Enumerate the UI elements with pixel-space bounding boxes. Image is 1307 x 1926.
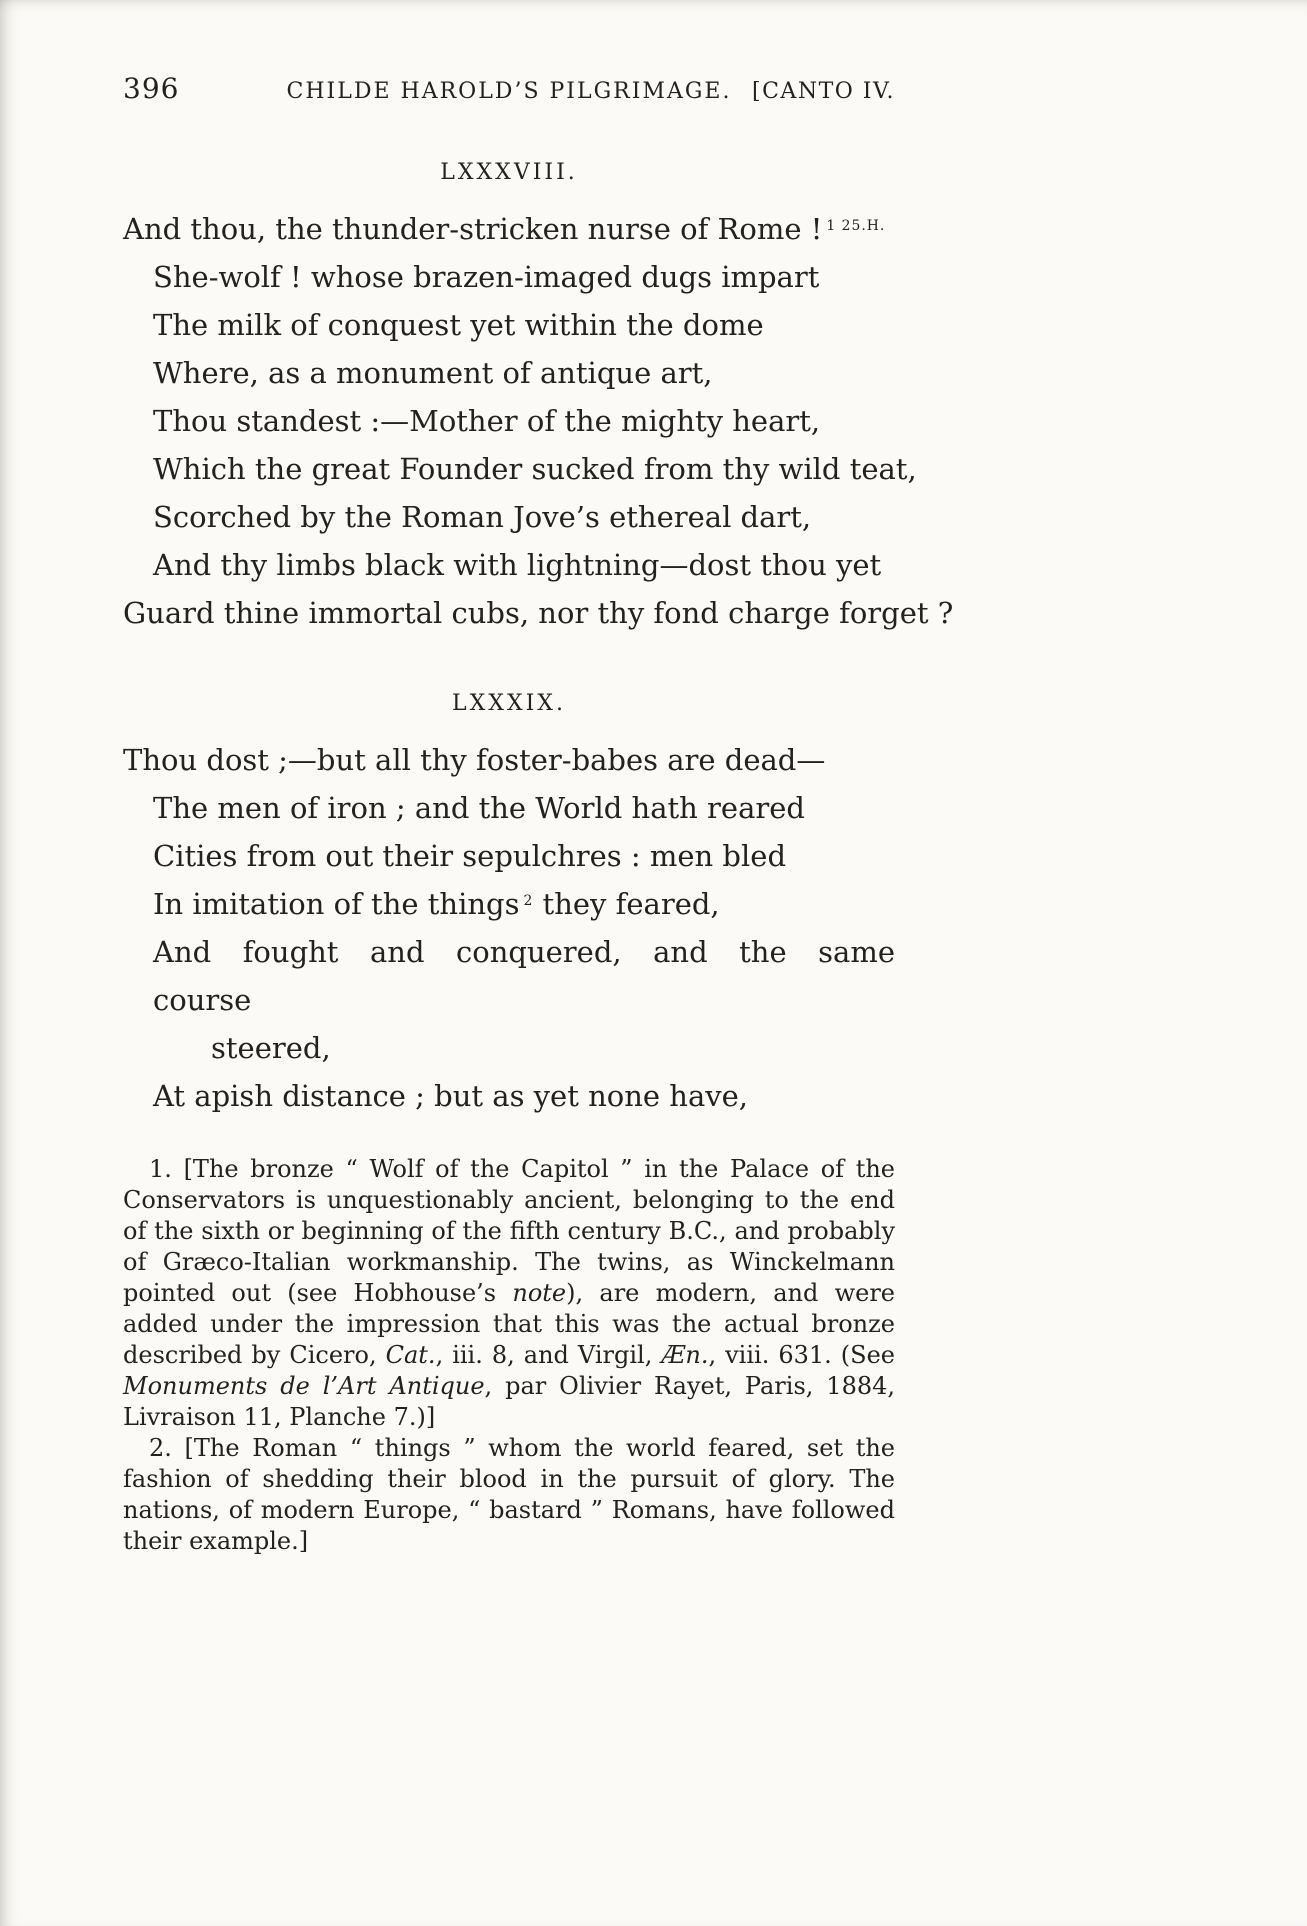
poem-line xyxy=(123,445,917,493)
text-segment: Thou standest :—Mother of the mighty heart, xyxy=(153,404,821,438)
text-segment: note xyxy=(512,1279,567,1307)
text-segment: , viii. 631. (See xyxy=(708,1341,896,1369)
poem-line xyxy=(123,397,895,445)
text-segment: Æn. xyxy=(661,1341,709,1369)
text-segment: 1. [The bronze “ Wolf of the Capitol ” in the Palace of the Conservators is unquestionably ancient, belonging to the end of the sixth or beginning of the fifth century B.C., and probably of Græco-Italian workmanship. The twins, as Winckelmann pointed out (see Hobhouse’s xyxy=(123,1155,895,1307)
poem-body xyxy=(123,160,954,1120)
text-segment: Cities from out their sepulchres : men bled xyxy=(153,839,787,873)
text-segment: In imitation of the things xyxy=(153,887,520,921)
text-segment: Monuments de l’Art Antique xyxy=(123,1372,485,1400)
stanza xyxy=(123,691,895,1120)
stanza-heading: LXXXVIII. xyxy=(440,160,578,185)
footnote-reference: 1 25.H. xyxy=(826,217,886,234)
poem-line xyxy=(123,1024,895,1072)
text-segment: The milk of conquest yet within the dome xyxy=(153,308,764,342)
poem-line xyxy=(123,784,895,832)
canto-label: [CANTO IV. xyxy=(752,79,895,104)
text-segment: ), are modern, and were added under the impression that this was the actual bronze described by Cicero, xyxy=(123,1279,895,1369)
poem-line xyxy=(123,832,895,880)
text-segment: Where, as a monument of antique art, xyxy=(153,356,713,390)
text-segment: And fought and conquered, and the same course xyxy=(153,935,895,1017)
footnote-reference: 2 xyxy=(523,892,534,909)
poem-line xyxy=(123,349,895,397)
text-segment: She-wolf ! whose brazen-imaged dugs impart xyxy=(153,260,820,294)
poem-line xyxy=(123,205,895,253)
poem-line xyxy=(123,541,895,589)
poem-line xyxy=(123,928,895,1024)
poem-line xyxy=(123,493,895,541)
poem-line xyxy=(123,253,895,301)
footnote xyxy=(123,1433,895,1557)
text-segment: Cat. xyxy=(385,1341,436,1369)
text-segment: The men of iron ; and the World hath reared xyxy=(153,791,805,825)
text-segment: steered, xyxy=(211,1031,331,1065)
footnotes-section xyxy=(123,1154,895,1557)
page-content xyxy=(123,72,954,1557)
poem-line xyxy=(123,1072,895,1120)
text-segment: , iii. 8, and Virgil, xyxy=(435,1341,662,1369)
text-segment: they feared, xyxy=(533,887,720,921)
running-header xyxy=(123,72,895,106)
poem-line xyxy=(123,736,895,784)
poem-line xyxy=(123,301,895,349)
text-segment: Scorched by the Roman Jove’s ethereal dart, xyxy=(153,500,812,534)
running-title: CHILDE HAROLD’S PILGRIMAGE. xyxy=(286,79,732,104)
poem-line xyxy=(123,589,954,637)
text-segment: At apish distance ; but as yet none have, xyxy=(153,1079,749,1113)
stanza xyxy=(123,160,954,637)
text-segment: And thy limbs black with lightning—dost thou yet xyxy=(153,548,882,582)
text-segment: Which the great Founder sucked from thy wild teat, xyxy=(153,452,917,486)
text-segment: , par Olivier Rayet, Paris, 1884, Livraison 11, Planche 7.)] xyxy=(123,1372,896,1431)
stanza-heading: LXXXIX. xyxy=(452,691,566,716)
footnote xyxy=(123,1154,895,1433)
text-segment: Guard thine immortal cubs, nor thy fond charge forget ? xyxy=(123,596,954,630)
page-number: 396 xyxy=(123,72,180,105)
text-segment: And thou, the thunder-stricken nurse of Rome ! xyxy=(123,212,823,246)
text-segment: Thou dost ;—but all thy foster-babes are dead— xyxy=(123,743,826,777)
text-segment: 2. [The Roman “ things ” whom the world feared, set the fashion of shedding their blood in the pursuit of glory. The nations, of modern Europe, “ bastard ” Romans, have followed their example.] xyxy=(123,1434,895,1555)
poem-line xyxy=(123,880,895,928)
